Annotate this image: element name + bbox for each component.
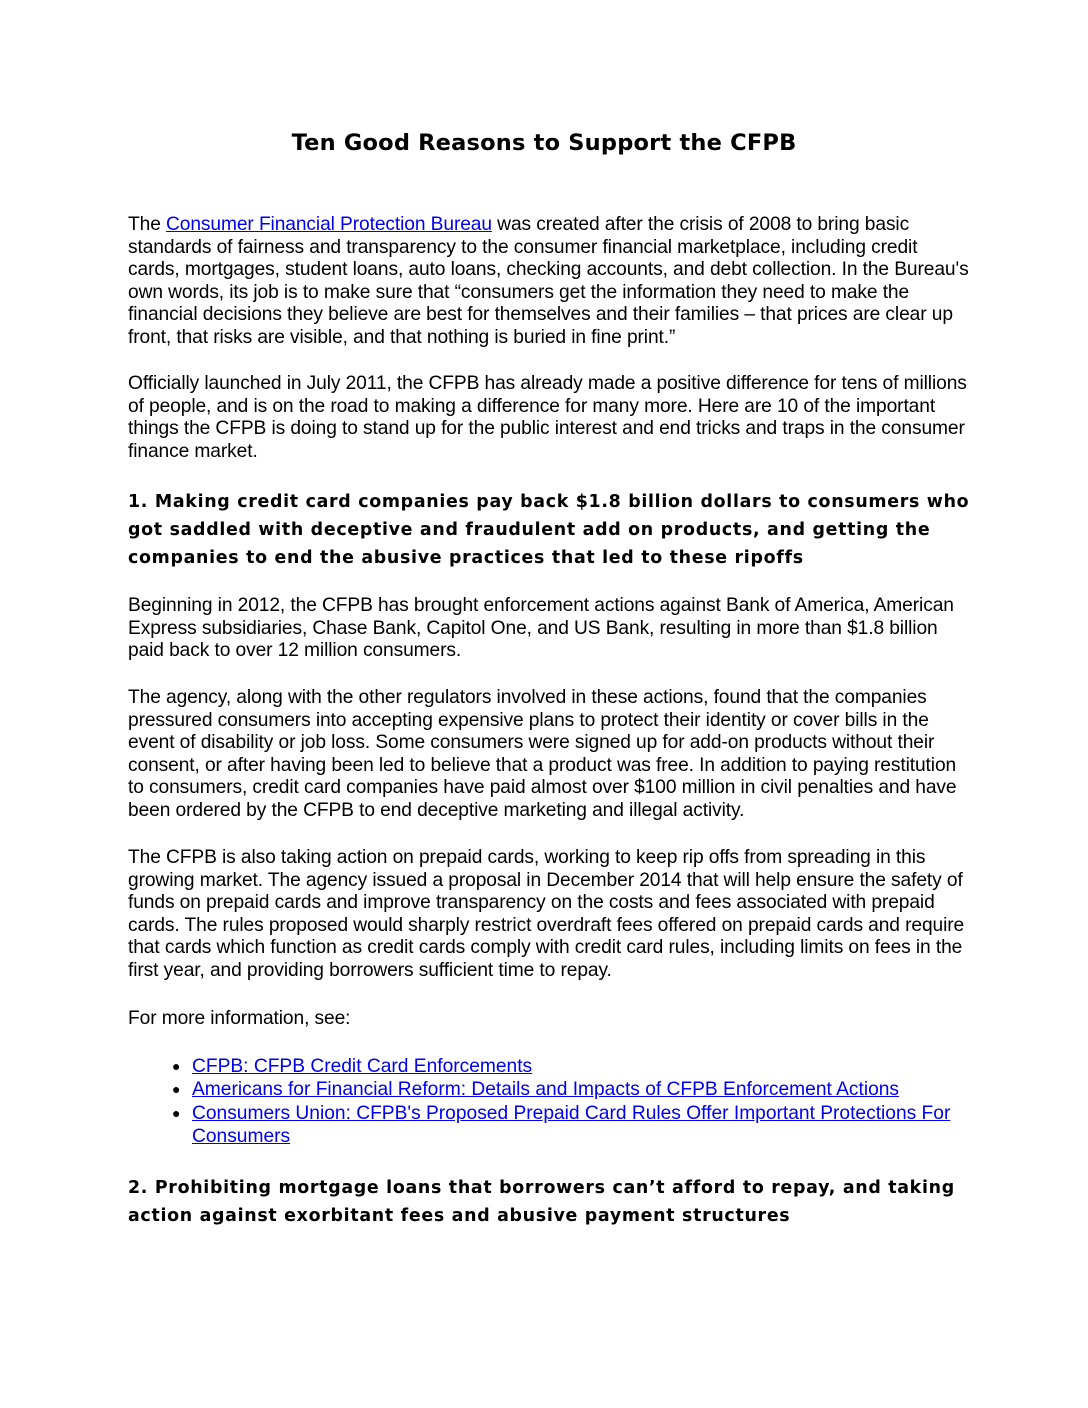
section-1-heading: 1. Making credit card companies pay back $1.8 billion dollars to consumers who got saddled with deceptive and fraudulent add on products, and getting the companies to end the abusive practices that led to these ripoffs bbox=[128, 492, 970, 568]
more-info-label: For more information, see: bbox=[128, 1008, 351, 1029]
section-2-heading: 2. Prohibiting mortgage loans that borrowers can’t afford to repay, and taking action against exorbitant fees and abusive payment structures bbox=[128, 1178, 955, 1226]
findings-paragraph: The agency, along with the other regulators involved in these actions, found that the companies pressured consumers into accepting expensive plans to protect their identity or cover bills in the event of disability or job loss. Some consumers were signed up for add-on products without their consent, or after having been led to believe that a product was free. In addition to paying restitution to consumers, credit card companies have paid almost over $100 million in civil penalties and have been ordered by the CFPB to end deceptive marketing and illegal activity. bbox=[128, 687, 957, 821]
launch-paragraph: Officially launched in July 2011, the CFPB has already made a positive difference for tens of millions of people, and is on the road to making a difference for many more. Here are 10 of the important things the CFPB is doing to stand up for the public interest and end tricks and traps in the consumer finance market. bbox=[128, 373, 967, 462]
cfpb-link[interactable]: Consumer Financial Protection Bureau bbox=[166, 214, 492, 235]
document-title: Ten Good Reasons to Support the CFPB bbox=[291, 130, 797, 156]
credit-card-enforcements-link[interactable]: CFPB: CFPB Credit Card Enforcements bbox=[192, 1056, 533, 1077]
list-item bbox=[128, 1078, 974, 1101]
list-item bbox=[128, 1055, 974, 1078]
intro-text-before-link: The bbox=[128, 214, 166, 235]
bullet-icon: ● bbox=[172, 1081, 181, 1098]
bullet-icon: ● bbox=[172, 1058, 181, 1074]
intro-paragraph bbox=[128, 214, 974, 350]
prepaid-card-rules-link[interactable]: Consumers Union: CFPB's Proposed Prepaid Card Rules Offer Important Protections For Consumers bbox=[192, 1102, 951, 1148]
resource-link-list bbox=[128, 1055, 974, 1149]
prepaid-paragraph: The CFPB is also taking action on prepaid cards, working to keep rip offs from spreading in this growing market. The agency issued a proposal in December 2014 that will help ensure the safety of funds on prepaid cards and improve transparency on the costs and fees associated with prepaid cards. The rules proposed would sharply restrict overdraft fees offered on prepaid cards and require that cards which function as credit cards comply with credit card rules, including limits on fees in the first year, and providing borrowers sufficient time to repay. bbox=[128, 847, 965, 981]
intro-text-after-link: was created after the crisis of 2008 to bring basic standards of fairness and transparency to the consumer financial marketplace, including credit cards, mortgages, student loans, auto loans, checking accounts, and debt collection. In the Bureau's own words, its job is to make sure that “consumers get the information they need to make the financial decisions they believe are best for themselves and their families – that prices are clear up front, that risks are visible, and that nothing is buried in fine print.” bbox=[128, 214, 969, 348]
list-item bbox=[128, 1102, 974, 1149]
afr-enforcement-actions-link[interactable]: Americans for Financial Reform: Details and Impacts of CFPB Enforcement Actions bbox=[192, 1079, 900, 1101]
enforcement-paragraph: Beginning in 2012, the CFPB has brought enforcement actions against Bank of America, American Express subsidiaries, Chase Bank, Capitol One, and US Bank, resulting in more than $1.8 billion paid back to over 12 million consumers. bbox=[128, 595, 954, 662]
bullet-icon: ● bbox=[172, 1104, 181, 1121]
